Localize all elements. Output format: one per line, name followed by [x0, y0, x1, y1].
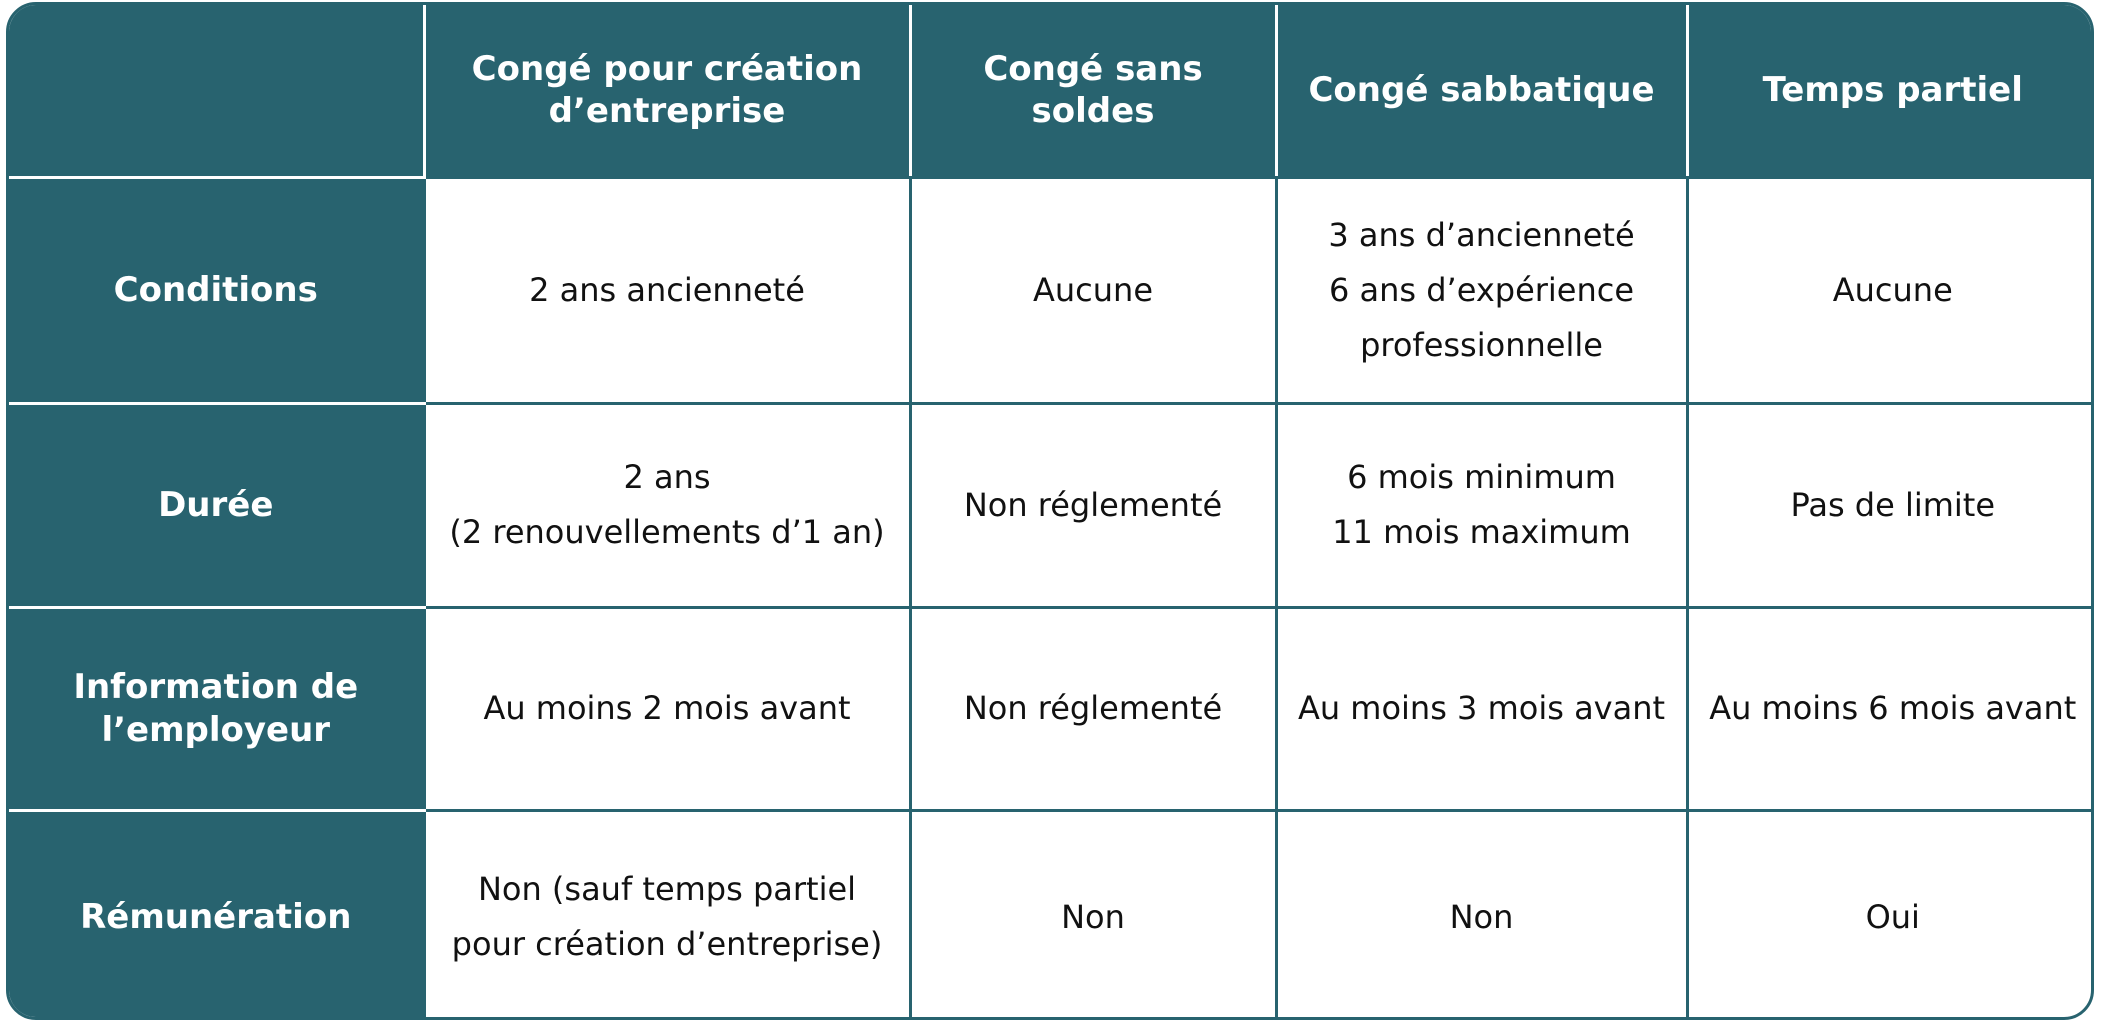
table-cell: Aucune: [910, 177, 1276, 403]
comparison-table-frame: [6, 2, 2094, 1020]
corner-cell: [9, 5, 424, 177]
table-row-remuneration: [9, 810, 2094, 1020]
row-header-conditions: Conditions: [9, 177, 424, 403]
table-cell: Oui: [1687, 810, 2094, 1020]
table-row-conditions: [9, 177, 2094, 403]
column-header-temps-partiel: Temps partiel: [1687, 5, 2094, 177]
header-row: [9, 5, 2094, 177]
table-cell: 2 ans ancienneté: [424, 177, 910, 403]
table-row-information-employeur: [9, 607, 2094, 810]
column-header-conge-sans-soldes: Congé sans soldes: [910, 5, 1276, 177]
table-cell: Non: [910, 810, 1276, 1020]
table-cell: 3 ans d’ancienneté 6 ans d’expérience professionnelle: [1276, 177, 1687, 403]
table-cell: Non (sauf temps partiel pour création d’entreprise): [424, 810, 910, 1020]
table-cell: Au moins 3 mois avant: [1276, 607, 1687, 810]
table-cell: 2 ans (2 renouvellements d’1 an): [424, 403, 910, 607]
row-header-duree: Durée: [9, 403, 424, 607]
column-header-conge-sabbatique: Congé sabbatique: [1276, 5, 1687, 177]
table-cell: Au moins 2 mois avant: [424, 607, 910, 810]
table-cell: Aucune: [1687, 177, 2094, 403]
table-row-duree: [9, 403, 2094, 607]
table-cell: 6 mois minimum 11 mois maximum: [1276, 403, 1687, 607]
column-header-conge-creation-entreprise: Congé pour création d’entreprise: [424, 5, 910, 177]
row-header-information-employeur: Information de l’employeur: [9, 607, 424, 810]
table-cell: Pas de limite: [1687, 403, 2094, 607]
table-cell: Au moins 6 mois avant: [1687, 607, 2094, 810]
table-cell: Non réglementé: [910, 403, 1276, 607]
table-cell: Non: [1276, 810, 1687, 1020]
table-cell: Non réglementé: [910, 607, 1276, 810]
comparison-table: [9, 5, 2094, 1020]
row-header-remuneration: Rémunération: [9, 810, 424, 1020]
